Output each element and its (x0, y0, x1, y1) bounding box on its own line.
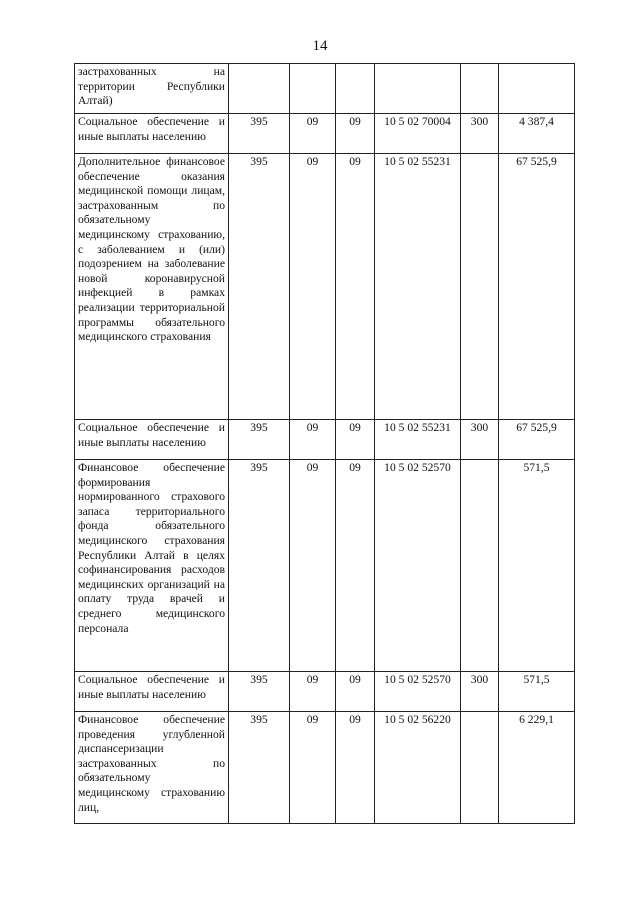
cell-admin-code: 395 (229, 420, 290, 460)
cell-target-article: 10 5 02 52570 (375, 460, 461, 672)
cell-section: 09 (290, 672, 336, 712)
cell-expense-type (461, 154, 499, 420)
table-row (75, 114, 575, 154)
cell-description: Дополнительное финансовое обеспечение оказания медицинской помощи лицам, застрахованным по обязательному медицинскому страхованию, с заболеванием и (или) подозрением на заболевание новой коронавирусной инфекцией в рамках реализации территориальной программы обязательного медицинского страхования (75, 154, 229, 420)
page-number: 14 (312, 38, 328, 54)
cell-target-article: 10 5 02 70004 (375, 114, 461, 154)
cell-target-article: 10 5 02 55231 (375, 154, 461, 420)
cell-expense-type: 300 (461, 114, 499, 154)
cell-section: 09 (290, 712, 336, 824)
cell-description: Социальное обеспечение и иные выплаты населению (75, 420, 229, 460)
cell-description: Социальное обеспечение и иные выплаты населению (75, 672, 229, 712)
cell-section (290, 64, 336, 114)
cell-subsection: 09 (336, 460, 375, 672)
cell-subsection (336, 64, 375, 114)
table-row (75, 154, 575, 420)
budget-table (74, 63, 575, 824)
table-row (75, 460, 575, 672)
cell-subsection: 09 (336, 154, 375, 420)
cell-target-article: 10 5 02 52570 (375, 672, 461, 712)
cell-description: Социальное обеспечение и иные выплаты населению (75, 114, 229, 154)
cell-target-article: 10 5 02 56220 (375, 712, 461, 824)
cell-expense-type (461, 712, 499, 824)
table-row (75, 712, 575, 824)
cell-admin-code (229, 64, 290, 114)
cell-amount: 571,5 (499, 672, 575, 712)
cell-expense-type: 300 (461, 672, 499, 712)
cell-target-article: 10 5 02 55231 (375, 420, 461, 460)
cell-amount: 4 387,4 (499, 114, 575, 154)
cell-amount: 67 525,9 (499, 420, 575, 460)
cell-subsection: 09 (336, 672, 375, 712)
cell-description: застрахованных на территории Республики Алтай) (75, 64, 229, 114)
cell-subsection: 09 (336, 712, 375, 824)
cell-admin-code: 395 (229, 114, 290, 154)
cell-admin-code: 395 (229, 154, 290, 420)
cell-description: Финансовое обеспечение проведения углубленной диспансеризации застрахованных по обязательному медицинскому страхованию лиц, (75, 712, 229, 824)
cell-expense-type (461, 64, 499, 114)
cell-target-article (375, 64, 461, 114)
cell-subsection: 09 (336, 114, 375, 154)
cell-amount: 6 229,1 (499, 712, 575, 824)
cell-description: Финансовое обеспечение формирования нормированного страхового запаса территориального фонда обязательного медицинского страхования Республики Алтай в целях софинансирования расходов медицинских организаций на оплату труда врачей и среднего медицинского персонала (75, 460, 229, 672)
table-row (75, 64, 575, 114)
cell-subsection: 09 (336, 420, 375, 460)
cell-amount (499, 64, 575, 114)
table-row (75, 672, 575, 712)
cell-section: 09 (290, 460, 336, 672)
cell-admin-code: 395 (229, 460, 290, 672)
cell-section: 09 (290, 154, 336, 420)
table-row (75, 420, 575, 460)
cell-amount: 571,5 (499, 460, 575, 672)
cell-expense-type: 300 (461, 420, 499, 460)
cell-admin-code: 395 (229, 672, 290, 712)
cell-expense-type (461, 460, 499, 672)
cell-section: 09 (290, 114, 336, 154)
cell-admin-code: 395 (229, 712, 290, 824)
cell-amount: 67 525,9 (499, 154, 575, 420)
cell-section: 09 (290, 420, 336, 460)
